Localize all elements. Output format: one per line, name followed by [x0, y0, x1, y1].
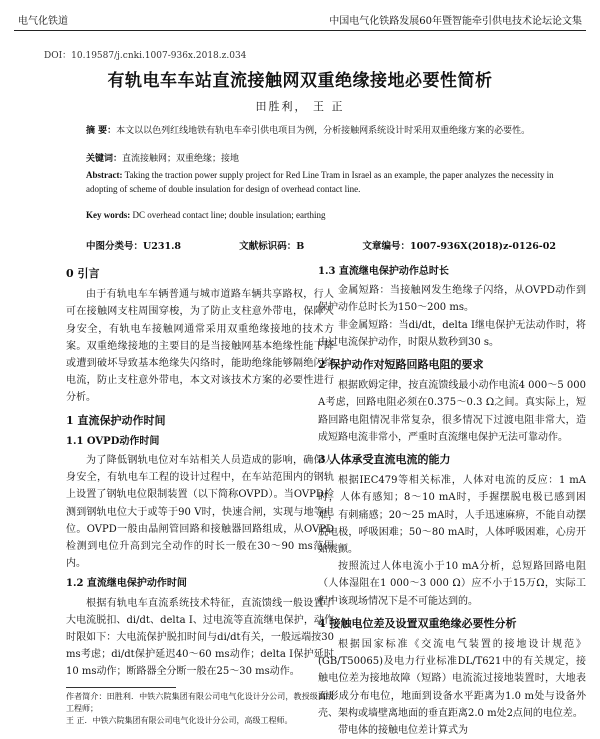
section-0-paragraph: 由于有轨电车车辆普通与城市道路车辆共享路权，行人可在接触网支柱周围穿梭，为了防止支柱意外带电，保障人身安全，有轨电车接触网通常采用双重绝缘接地的技术方案。双重绝缘接地的主要目的是当接触网基本绝缘性能下降或遭到破坏导致基本绝缘失闪络时，能助绝缘能够隔绝闪络电流，防止支柱意外带电，本文对该技术方案的必要性进行分析。	[66, 289, 334, 404]
keywords-cn-text: 直流接触网；双重绝缘；接地	[122, 154, 240, 164]
left-column	[66, 260, 334, 727]
abstract-cn-label: 摘 要：	[86, 126, 117, 136]
section-1-1-paragraph: 为了降低钢轨电位对车站相关人员造成的影响，确保人身安全，有轨电车工程的设计过程中，在车站范围内的钢轨上设置了钢轨电位限制装置（以下简称OVPD）。当OVPD检测到钢轨电位大于或等于90 V时，快速合闸，实现与地等电位。OVPD一般由晶闸管回路和接触器回路组成，从OVPD检测到电位升高到完全动作的时长一般在30～90 ms范围内。	[66, 455, 334, 570]
section-3-paragraph-b: 按照流过人体电流小于10 mA分析，总短路回路电阻（人体湿阻在1 000～3 000 Ω）应不小于15万Ω，实际工程中该现场情况下是不可能达到的。	[318, 561, 586, 607]
article-number: 文章编号：1007-936X(2018)z-0126-02	[362, 241, 556, 252]
footnote-rule	[66, 687, 176, 688]
section-1-1-heading: 1.1 OVPD动作时间	[66, 435, 160, 447]
header-rule	[14, 30, 586, 31]
abstract-en-text: Taking the traction power supply project for Red Line Tram in Israel as an example, the paper analyzes the necessity in adopting of scheme of double insulation for design of overhead contact line.	[86, 170, 554, 194]
author-footnote-1: 作者简介：田胜利．中铁六院集团有限公司电气化设计分公司，教授级高级工程师；	[66, 691, 334, 713]
keywords-en	[86, 208, 556, 223]
paper-title: 有轨电车车站直流接触网双重绝缘接地必要性简析	[107, 71, 493, 91]
right-column	[318, 260, 586, 739]
section-1-3-paragraph-b: 非金属短路：当di/dt，delta I继电保护无法动作时，将由过电流保护动作，时限从数秒到30 s。	[318, 319, 586, 348]
classification-row	[86, 238, 556, 252]
doi: DOI：10.19587/j.cnki.1007-936x.2018.z.034	[44, 51, 247, 61]
section-1-3-paragraph-a: 金属短路：当接触网发生绝缘子闪络，从OVPD动作到保护动作总时长为150～200 ms。	[318, 285, 586, 314]
abstract-en	[86, 168, 556, 196]
author-footnote-2: 王 正．中铁六院集团有限公司电气化设计分公司，高级工程师。	[66, 715, 293, 725]
abstract-en-label: Abstract:	[86, 170, 123, 180]
abstract-cn	[86, 124, 556, 139]
section-3-heading: 3 人体承受直流电流的能力	[318, 453, 451, 467]
authors: 田胜利， 王 正	[255, 100, 345, 113]
section-4-paragraph-a: 根据国家标准《交流电气装置的接地设计规范》(GB/T50065)及电力行业标准DL/T621中的有关规定，接触电位差为接地故障（短路）电流流过接地装置时，大地表面形成分布电位，地面到设备水平距离为1.0 m处与设备外壳、架构或墙壁离地面的垂直距离2.0 m处2点间的电位差。	[318, 639, 586, 719]
section-1-2-paragraph: 根据有轨电车直流系统技术特征，直流馈线一般设置了大电流脱扣、di/dt、delta I、过电流等直流继电保护，动作时限如下：大电流保护脱扣时间与di/dt有关，一般远端按30 ms考虑；di/dt保护延迟40～60 ms动作；delta I保护延时10 ms动作；断路器全分断一般在25～30 ms动作。	[66, 597, 334, 678]
section-1-heading: 1 直流保护动作时间	[66, 413, 166, 427]
keywords-cn-label: 关键词：	[86, 154, 123, 164]
journal-name: 电气化铁道	[18, 16, 68, 27]
keywords-en-label: Key words:	[86, 210, 131, 220]
section-0-heading: 0 引言	[66, 267, 100, 280]
section-3-paragraph-a: 根据IEC479等相关标准，人体对电流的反应：1 mA时，人体有感知；8～10 mA时，手握摆脱电极已感到困难，有刺痛感；20～25 mA时，人手迅速麻痹，不能自动摆脱电极，呼吸困难；50～80 mA时，人体呼吸困难，心房开始震颤。	[318, 475, 586, 556]
section-1-3-heading: 1.3 直流继电保护动作总时长	[318, 266, 449, 277]
keywords-cn	[86, 152, 556, 167]
class-number: 中图分类号：U231.8	[86, 241, 182, 252]
section-2-paragraph: 根据欧姆定律，按直流馈线最小动作电流4 000～5 000 A考虑，回路电阻必须在0.375～0.3 Ω之间。真实际上，短路回路电阻情况非常复杂，很多情况下过渡电阻非常大，造成短路电流非常小，严重时直流继电保护无法可靠动作。	[318, 380, 586, 443]
keywords-en-text: DC overhead contact line; double insulation; earthing	[132, 210, 326, 220]
section-2-heading: 2 保护动作对短路回路电阻的要求	[318, 358, 484, 372]
section-4-paragraph-b: 带电体的接触电位差计算式为	[338, 725, 468, 737]
abstract-cn-text: 本文以以色列红线地铁有轨电车牵引供电项目为例，分析接触网系统设计时采用双重绝缘方案的必要性。	[116, 126, 531, 136]
section-4-heading: 4 接触电位差及设置双重绝缘必要性分析	[318, 616, 517, 630]
section-1-2-heading: 1.2 直流继电保护动作时间	[66, 578, 187, 590]
special-issue-title: 中国电气化铁路发展60年暨智能牵引供电技术论坛论文集	[329, 16, 582, 27]
document-code: 文献标识码：B	[239, 241, 305, 252]
